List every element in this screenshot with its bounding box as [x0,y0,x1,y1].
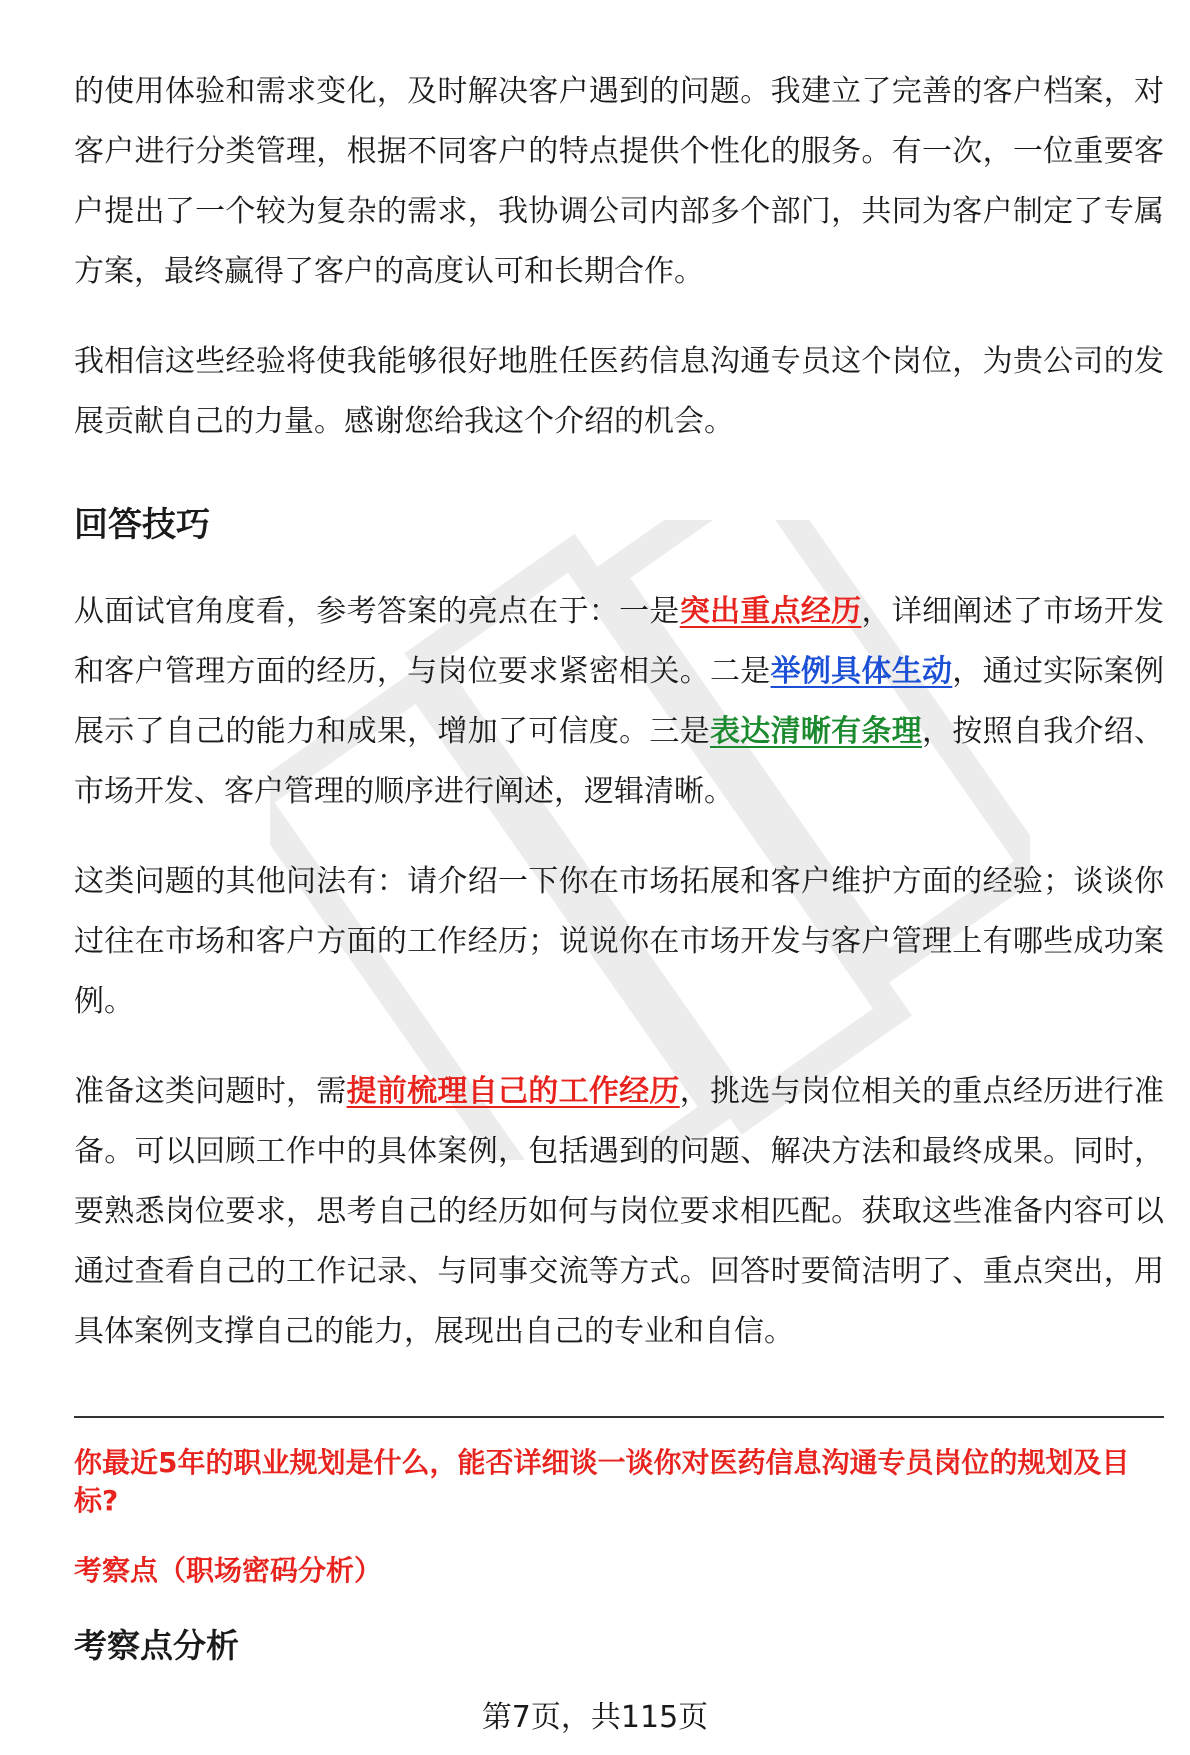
text-segment: 从面试官角度看，参考答案的亮点在于：一是 [74,594,680,629]
keyword-highlight-green: 表达清晰有条理 [710,714,922,749]
text-segment: 准备这类问题时，需 [74,1074,347,1109]
text-segment: ，挑选与岗位相关的重点经历进行准备。可以回顾工作中的具体案例，包括遇到的问题、解决方法和最终成果。同时，要熟悉岗位要求，思考自己的经历如何与岗位要求相匹配。获取这些准备内容可以通过查看自己的工作记录、与同事交流等方式。回答时要简洁明了、重点突出，用具体案例支撑自己的能力，展现出自己的专业和自信。 [74,1074,1165,1349]
body-paragraph-2: 我相信这些经验将使我能够很好地胜任医药信息沟通专员这个岗位，为贵公司的发展贡献自己的力量。感谢您给我这个介绍的机会。 [74,344,1164,439]
section-divider [74,1416,1164,1418]
keyword-highlight-red: 突出重点经历 [679,594,862,629]
tips-paragraph-preparation [74,1062,1164,1362]
focus-point-label: 考察点（职场密码分析） [74,1554,383,1587]
analysis-heading: 考察点分析 [74,1626,239,1665]
keyword-highlight-red: 提前梳理自己的工作经历 [346,1074,680,1109]
text-segment: ，按照自我介绍、市场开发、客户管理的顺序进行阐述，逻辑清晰。 [74,714,1164,809]
body-paragraph-1: 的使用体验和需求变化，及时解决客户遇到的问题。我建立了完善的客户档案，对客户进行分类管理，根据不同客户的特点提供个性化的服务。有一次，一位重要客户提出了一个较为复杂的需求，我协调公司内部多个部门，共同为客户制定了专属方案，最终赢得了客户的高度认可和长期合作。 [74,74,1164,289]
tips-heading: 回答技巧 [74,505,210,545]
tips-paragraph-highlights [74,582,1164,822]
text-segment: ，通过实际案例展示了自己的能力和成果，增加了可信度。三是 [74,654,1165,749]
page-number: 第7页，共115页 [481,1700,709,1735]
keyword-highlight-blue: 举例具体生动 [770,654,953,689]
tips-paragraph-alternatives: 这类问题的其他问法有：请介绍一下你在市场拓展和客户维护方面的经验；谈谈你过往在市场和客户方面的工作经历；说说你在市场开发与客户管理上有哪些成功案例。 [74,864,1164,1019]
interview-question: 你最近5年的职业规划是什么，能否详细谈一谈你对医药信息沟通专员岗位的规划及目标? [74,1446,1130,1517]
text-segment: ，详细阐述了市场开发和客户管理方面的经历，与岗位要求紧密相关。二是 [74,594,1165,689]
page-content [74,62,1164,1668]
